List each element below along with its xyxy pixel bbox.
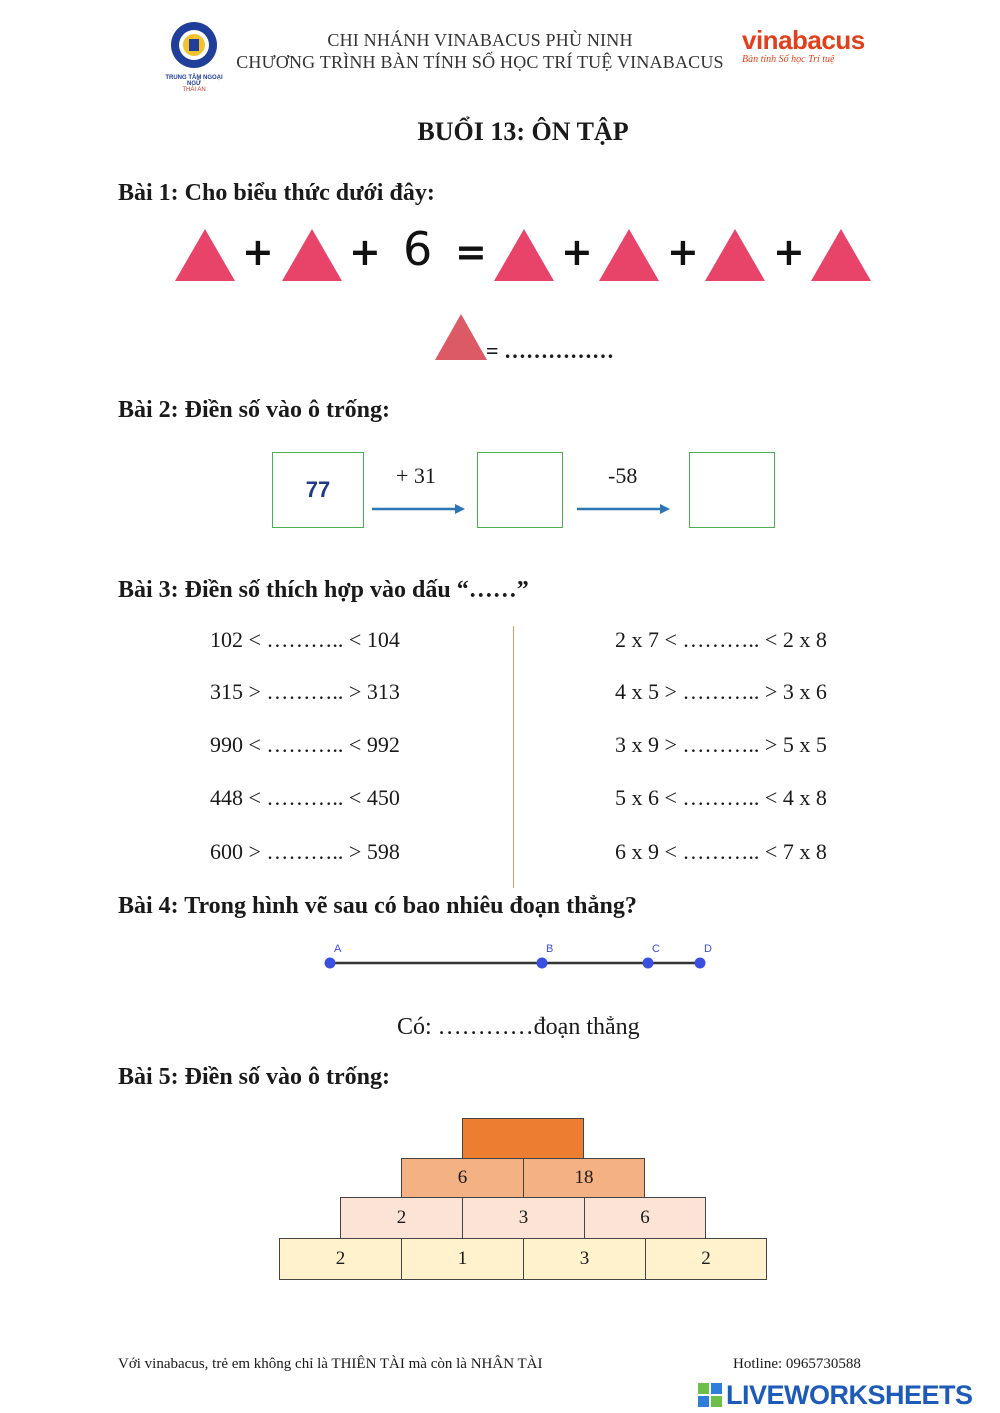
plus-sign: + bbox=[773, 230, 805, 274]
bai5-heading: Bài 5: Điền số vào ô trống: bbox=[118, 1064, 390, 1090]
answer-box-1[interactable] bbox=[477, 452, 563, 528]
comparison-right-4[interactable]: 5 x 6 < ……….. < 4 x 8 bbox=[615, 785, 827, 810]
plus-sign: + bbox=[349, 230, 381, 274]
pyramid-cell: 2 bbox=[279, 1238, 402, 1280]
point-c bbox=[643, 958, 654, 969]
line-segment-figure bbox=[320, 938, 720, 978]
answer-box-2[interactable] bbox=[689, 452, 775, 528]
number-six: 6 bbox=[403, 222, 433, 276]
triangle-icon bbox=[811, 229, 871, 281]
pyramid-cell: 2 bbox=[340, 1197, 463, 1239]
comparison-left-3[interactable]: 990 < ……….. < 992 bbox=[210, 732, 400, 757]
answer-triangle-icon bbox=[435, 314, 487, 360]
point-d bbox=[695, 958, 706, 969]
triangle-icon bbox=[282, 229, 342, 281]
bai3-heading: Bài 3: Điền số thích hợp vào dấu “……” bbox=[118, 577, 529, 603]
pyramid-cell: 6 bbox=[401, 1158, 524, 1198]
comparison-left-1[interactable]: 102 < ……….. < 104 bbox=[210, 627, 400, 652]
liveworksheets-text: LIVEWORKSHEETS bbox=[726, 1379, 973, 1410]
comparison-right-2[interactable]: 4 x 5 > ……….. > 3 x 6 bbox=[615, 679, 827, 704]
comparison-right-3[interactable]: 3 x 9 > ……….. > 5 x 5 bbox=[615, 732, 827, 757]
triangle-icon bbox=[599, 229, 659, 281]
point-label-d: D bbox=[704, 943, 712, 955]
right-logo bbox=[742, 26, 884, 72]
pyramid-cell: 3 bbox=[523, 1238, 646, 1280]
footer-slogan: Với vinabacus, trẻ em không chỉ là THIÊN TÀI mà còn là NHÂN TÀI bbox=[118, 1356, 543, 1372]
comparison-left-4[interactable]: 448 < ……….. < 450 bbox=[210, 785, 400, 810]
page-title: BUỔI 13: ÔN TẬP bbox=[417, 117, 629, 146]
plus-sign: + bbox=[561, 230, 593, 274]
operation-subtract-label: -58 bbox=[608, 463, 638, 488]
point-b bbox=[537, 958, 548, 969]
start-value: 77 bbox=[305, 477, 331, 502]
bai4-heading: Bài 4: Trong hình vẽ sau có bao nhiêu đoạn thẳng? bbox=[118, 893, 637, 919]
start-value-box bbox=[272, 452, 364, 528]
plus-sign: + bbox=[667, 230, 699, 274]
comparison-left-5[interactable]: 600 > ……….. > 598 bbox=[210, 839, 400, 864]
triangle-icon bbox=[705, 229, 765, 281]
arrow-right-icon bbox=[576, 502, 672, 516]
equals-sign: = bbox=[455, 230, 487, 274]
footer-hotline: Hotline: 0965730588 bbox=[733, 1356, 861, 1372]
arrow-right-icon bbox=[371, 502, 467, 516]
liveworksheets-logo-icon bbox=[697, 1382, 723, 1408]
header-line1: CHI NHÁNH VINABACUS PHÙ NINH bbox=[327, 30, 633, 50]
point-label-b: B bbox=[546, 943, 554, 955]
left-logo-text: TRUNG TÂM NGOẠI NGỮ bbox=[165, 75, 223, 87]
bai1-answer[interactable]: = …………… bbox=[486, 338, 615, 363]
column-divider bbox=[513, 626, 514, 888]
point-label-a: A bbox=[334, 943, 342, 955]
right-logo-text: vinabacus bbox=[742, 25, 865, 55]
pyramid-cell: 6 bbox=[584, 1197, 706, 1239]
point-label-c: C bbox=[652, 943, 660, 955]
triangle-icon bbox=[494, 229, 554, 281]
comparison-left-2[interactable]: 315 > ……….. > 313 bbox=[210, 679, 400, 704]
pyramid-cell: 18 bbox=[523, 1158, 645, 1198]
operation-add-label: + 31 bbox=[396, 463, 436, 488]
liveworksheets-brand bbox=[697, 1380, 973, 1410]
header-line2: CHƯƠNG TRÌNH BÀN TÍNH SỐ HỌC TRÍ TUỆ VINABACUS bbox=[236, 52, 724, 72]
triangle-icon bbox=[175, 229, 235, 281]
comparison-right-1[interactable]: 2 x 7 < ……….. < 2 x 8 bbox=[615, 627, 827, 652]
plus-sign: + bbox=[242, 230, 274, 274]
pyramid-cell: 3 bbox=[462, 1197, 585, 1239]
pyramid-cell: 1 bbox=[401, 1238, 524, 1280]
pyramid-cell: 2 bbox=[645, 1238, 767, 1280]
bai2-heading: Bài 2: Điền số vào ô trống: bbox=[118, 397, 390, 423]
pyramid-top-cell[interactable] bbox=[462, 1118, 584, 1159]
right-logo-sub: Bàn tính Số học Trí tuệ bbox=[742, 54, 835, 65]
left-logo-sub: THÁI AN bbox=[182, 87, 206, 93]
comparison-right-5[interactable]: 6 x 9 < ……….. < 7 x 8 bbox=[615, 839, 827, 864]
bai4-answer[interactable]: Có: …………đoạn thẳng bbox=[397, 1014, 640, 1040]
bai1-heading: Bài 1: Cho biểu thức dưới đây: bbox=[118, 180, 435, 206]
point-a bbox=[325, 958, 336, 969]
